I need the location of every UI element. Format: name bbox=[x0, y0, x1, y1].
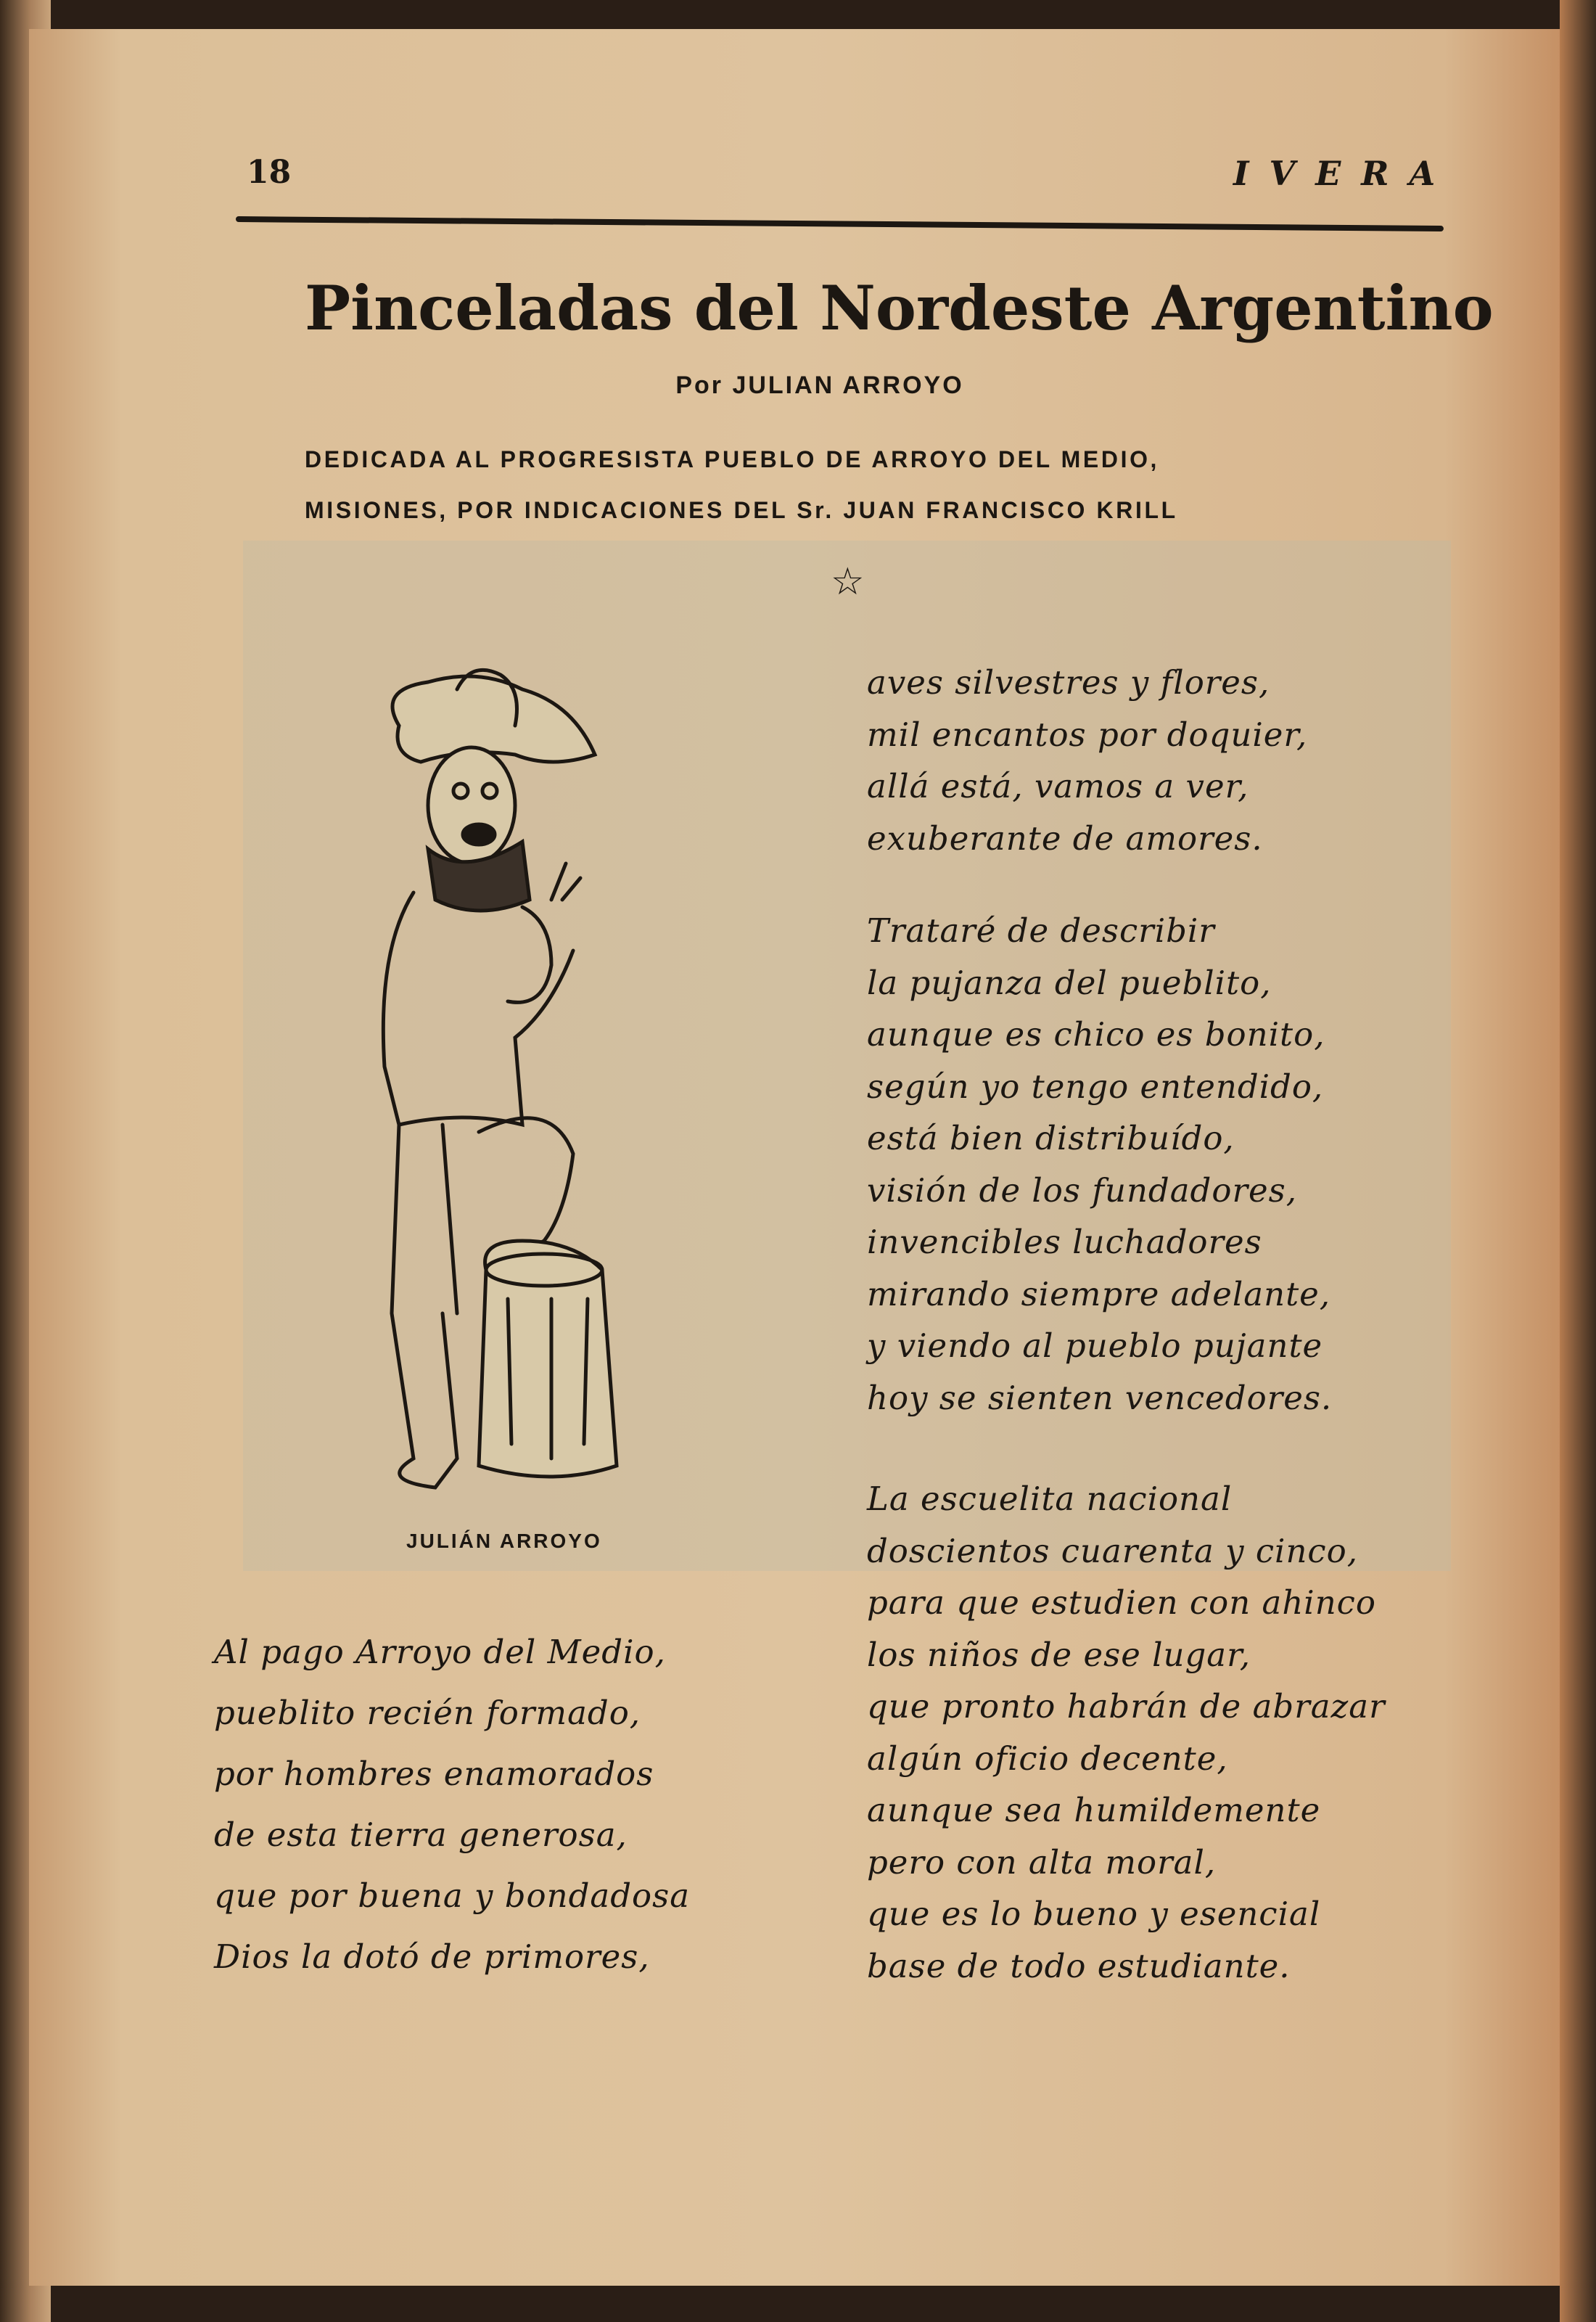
verse-line: la pujanza del pueblito, bbox=[867, 963, 1272, 1002]
verse-line: y viendo al pueblo pujante bbox=[867, 1326, 1323, 1365]
verse-line: mil encantos por doquier, bbox=[867, 715, 1308, 754]
verse-line: algún oficio decente, bbox=[867, 1739, 1228, 1778]
gaucho-illustration bbox=[334, 660, 711, 1502]
verse-line: La escuelita nacional bbox=[867, 1480, 1233, 1518]
illustration-caption: JULIÁN ARROYO bbox=[406, 1530, 602, 1552]
verse-line: está bien distribuído, bbox=[867, 1119, 1235, 1157]
verse-line: por hombres enamorados bbox=[214, 1755, 654, 1793]
verse-line: aunque es chico es bonito, bbox=[867, 1015, 1325, 1054]
star-ornament: ☆ bbox=[831, 560, 865, 604]
verse-line: pueblito recién formado, bbox=[214, 1694, 641, 1732]
verse-line: Al pago Arroyo del Medio, bbox=[214, 1633, 666, 1671]
page-number: 18 bbox=[247, 154, 292, 191]
dedication-line: DEDICADA AL PROGRESISTA PUEBLO DE ARROYO DEL MEDIO, bbox=[305, 446, 1160, 472]
verse-line: allá está, vamos a ver, bbox=[867, 767, 1249, 805]
verse-line: que por buena y bondadosa bbox=[214, 1876, 691, 1915]
verse-line: aunque sea humildemente bbox=[867, 1791, 1321, 1829]
dedication bbox=[305, 434, 1178, 536]
verse-line: invencibles luchadores bbox=[867, 1223, 1262, 1261]
verse-line: Dios la dotó de primores, bbox=[214, 1937, 650, 1976]
article-title: Pinceladas del Nordeste Argentino bbox=[305, 272, 1494, 344]
verse-line: según yo tengo entendido, bbox=[867, 1067, 1324, 1106]
verse-line: de esta tierra generosa, bbox=[214, 1816, 628, 1854]
dedication-line: MISIONES, POR INDICACIONES DEL Sr. JUAN FRANCISCO KRILL bbox=[305, 497, 1178, 523]
byline: Por JULIAN ARROYO bbox=[675, 372, 964, 399]
stanza-right-3 bbox=[867, 1473, 1386, 1992]
magazine-name: IVERA bbox=[1233, 154, 1456, 193]
verse-line: los niños de ese lugar, bbox=[867, 1635, 1251, 1674]
verse-line: base de todo estudiante. bbox=[867, 1946, 1291, 1985]
stanza-right-1 bbox=[867, 657, 1307, 864]
page-edge bbox=[1560, 0, 1596, 2322]
verse-line: visión de los fundadores, bbox=[867, 1170, 1297, 1210]
verse-line: para que estudien con ahinco bbox=[867, 1583, 1376, 1622]
verse-line: que pronto habrán de abrazar bbox=[867, 1687, 1386, 1726]
verse-line: doscientos cuarenta y cinco, bbox=[867, 1531, 1359, 1570]
verse-line: hoy se sienten vencedores. bbox=[867, 1378, 1333, 1417]
verse-line: exuberante de amores. bbox=[867, 819, 1263, 858]
verse-line: Trataré de describir bbox=[867, 911, 1215, 950]
verse-line: aves silvestres y flores, bbox=[867, 663, 1270, 702]
stanza-left bbox=[214, 1622, 690, 1987]
verse-line: mirando siempre adelante, bbox=[867, 1274, 1331, 1313]
verse-line: pero con alta moral, bbox=[867, 1842, 1217, 1882]
verse-line: que es lo bueno y esencial bbox=[867, 1895, 1321, 1933]
stanza-right-2 bbox=[867, 905, 1332, 1424]
